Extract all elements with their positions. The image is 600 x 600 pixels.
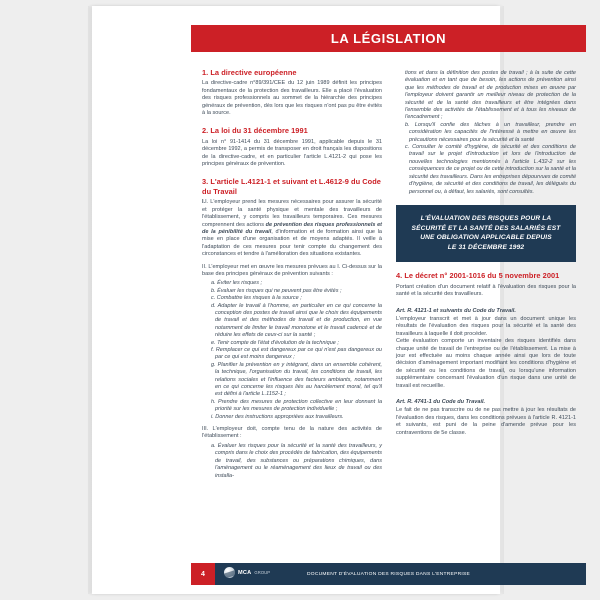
article-4121-paragraph-1: L'employeur transcrit et met à jour dans un document unique les résultats de l'évaluation des risques pour la sécurité et la santé des travailleurs à laquelle il doit procéder. [396,315,576,337]
section-3-paragraph-1 [202,199,382,258]
left-column [202,68,382,553]
list-item: d. Adapter le travail à l'homme, en particulier en ce qui concerne la conception des postes de travail ainsi que le choix des équipements de travail et des méthodes de travail et de production, en vue notamment de limiter le travail monotone et le travail cadencé et de réduire les effets de ceux-ci sur la santé ; [211,302,382,339]
callout-line-1: L'ÉVALUATION DES RISQUES POUR LA [420,214,552,222]
list-item: g. Planifier la prévention en y intégrant, dans un ensemble cohérent, la technique, l'organisation du travail, les conditions de travail, les relations sociales et l'influence des facteurs ambiants, notamment en ce qui concerne les risques liés au harcèlement moral, tel qu'il est défini à l'article L.1152-1 ; [211,361,382,398]
list-item: e. Tenir compte de l'état d'évolution de la technique ; [211,339,339,346]
callout-line-2: SÉCURITÉ ET LA SANTÉ DES SALARIÉS EST [411,224,561,232]
list-item: b. Évaluer les risques qui ne peuvent pas être évités ; [211,287,342,294]
section-2-paragraph: La loi n° 91-1414 du 31 décembre 1991, applicable depuis le 31 décembre 1992, a permis de transposer en droit français les dispositions de la directive-cadre, et en particulier l'article L.4121-2 qui pose les principes généraux de prévention. [202,138,382,168]
logo-name: MCA [238,569,252,576]
list-item: i. Donner des instructions appropriées aux travailleurs. [211,413,344,420]
section-3-paragraph-3: III. L'employeur doit, compte tenu de la nature des activités de l'établissement : [202,426,382,440]
document-page [92,6,576,594]
section-heading-3: 3. L'article L.4121-1 et suivant et L.4612-9 du Code du Travail [202,177,381,196]
list-item: f. Remplacer ce qui est dangereux par ce qui n'est pas dangereux ou par ce qui est moins dangereux ; [211,347,382,361]
para-1-part-a: I. L'employeur prend les mesures nécessaires pour assurer la sécurité et protéger la santé physique et mentale des travailleurs de l'établissement, y compris les travailleurs temporaires. Ces mesures comprennent des actions [202,199,382,228]
list-item: c. Combattre les risques à la source ; [211,295,302,302]
section-3-paragraph-2: II. L'employeur met en œuvre les mesures prévues au I. Ci-dessus sur la base des principes généraux de prévention suivants : [202,263,382,277]
article-4121-paragraph-2: Cette évaluation comporte un inventaire des risques identifiés dans chaque unité de travail de l'entreprise ou de l'établissement. La mise à jour est effectuée au moins chaque année ainsi que lors de toute décision d'aménagement important modifiant les conditions d'hygiène et de sécurité ou les conditions de travail, ou lorsqu'une information supplémentaire concernant l'évaluation d'un risque dans une unité de travail est recueillie. [396,338,576,389]
list-item-continuation: tions et dans la définition des postes de travail ; à la suite de cette évaluation et en tant que de besoin, les actions de prévention ainsi que les méthodes de travail et de production mises en œuvre par l'employeur doivent garantir un meilleur niveau de protection de la sécurité et de la santé des travailleurs et être intégrées dans l'ensemble des activités de l'établissement et à tous les niveaux de l'encadrement ; [405,70,576,121]
article-title-4121: Art. R. 4121-1 et suivants du Code du Travail. [396,307,516,314]
section-4-paragraph: Portant création d'un document relatif à l'évaluation des risques pour la santé et la sécurité des travailleurs. [396,283,576,298]
highlight-callout-box [396,205,576,262]
footer-logo [224,567,270,578]
callout-line-3: UNE OBLIGATION APPLICABLE DEPUIS [420,234,552,242]
para-1-part-b: , d'information et de formation ainsi que la mise en place d'une organisation et de moyens adaptés. Il veille à l'adaptation de ces mesures pour tenir compte du changement des circonstances et tendre à l'amélioration des situations existantes. [202,228,382,258]
section-1-paragraph: La directive-cadre n°89/391/CEE du 12 juin 1989 définit les principes fondamentaux de la protection des travailleurs. Elle a placé l'évaluation des risques professionnels au sommet de la hiérarchie des principes généraux de prévention, dès lors que les risques n'ont pas pu être évités à la source. [202,80,382,117]
para-1-emphasis: de prévention des risques professionnels et de la pénibilité du travail [202,221,382,235]
page-header-bar [191,25,586,52]
page-title: LA LÉGISLATION [330,31,447,46]
list-item: h. Prendre des mesures de protection collective en leur donnant la priorité sur les mesures de protection individuelle ; [211,398,382,413]
globe-icon [224,567,235,578]
footer-document-title: DOCUMENT D'ÉVALUATION DES RISQUES DANS L'ENTREPRISE [307,571,470,577]
list-item: a. Évaluer les risques pour la sécurité et la santé des travailleurs, y compris dans le choix des procédés de fabrication, des équipements de travail, des substances ou préparations chimiques, dans l'aménagement ou le réaménagement des lieux de travail ou des installa- [211,442,382,479]
article-title-4741: Art. R. 4741-1 du Code du Travail. [396,398,486,405]
right-column [396,68,576,553]
logo-subtitle: GROUP [254,570,271,575]
page-number: 4 [201,570,205,578]
content-columns [202,68,577,553]
continuation-list [396,70,576,196]
list-item: c. Consulter le comité d'hygiène, de sécurité et des conditions de travail sur le projet d'introduction et lors de l'introduction de nouvelles technologies mentionnés à l'article L.432-2 sur les conséquences de ce projet ou de cette introduction sur la santé et la sécurité des travailleurs. Dans les entreprises dépourvues de comité d'hygiène, de sécurité et des conditions de travail, les délégués du personnel ou, à défaut, les salariés, sont consultés. [405,144,576,195]
article-4741-paragraph-1: Le fait de ne pas transcrire ou de ne pas mettre à jour les résultats de l'évaluation des risques, dans les conditions prévues à l'article R. 4121-1 et suivants, est puni de la peine d'amende prévue pour les contraventions de 5e classe. [396,407,576,436]
roman-numeral-one: I. [202,199,206,206]
section-heading-4: 4. Le décret n° 2001-1016 du 5 novembre 2001 [396,271,560,281]
principles-list [202,280,382,421]
list-item: b. Lorsqu'il confie des tâches à un travailleur, prendre en considération les capacités de l'intéressé à mettre en œuvre les précautions nécessaires pour la sécurité et la santé [405,121,576,143]
list-item: a. Éviter les risques ; [211,280,263,287]
section-heading-1: 1. La directive européenne [202,68,297,77]
section-heading-2: 2. La loi du 31 décembre 1991 [202,126,308,136]
callout-line-4: LE 31 DÉCEMBRE 1992 [447,243,525,251]
page-number-badge [191,563,215,585]
obligations-list [202,443,382,480]
